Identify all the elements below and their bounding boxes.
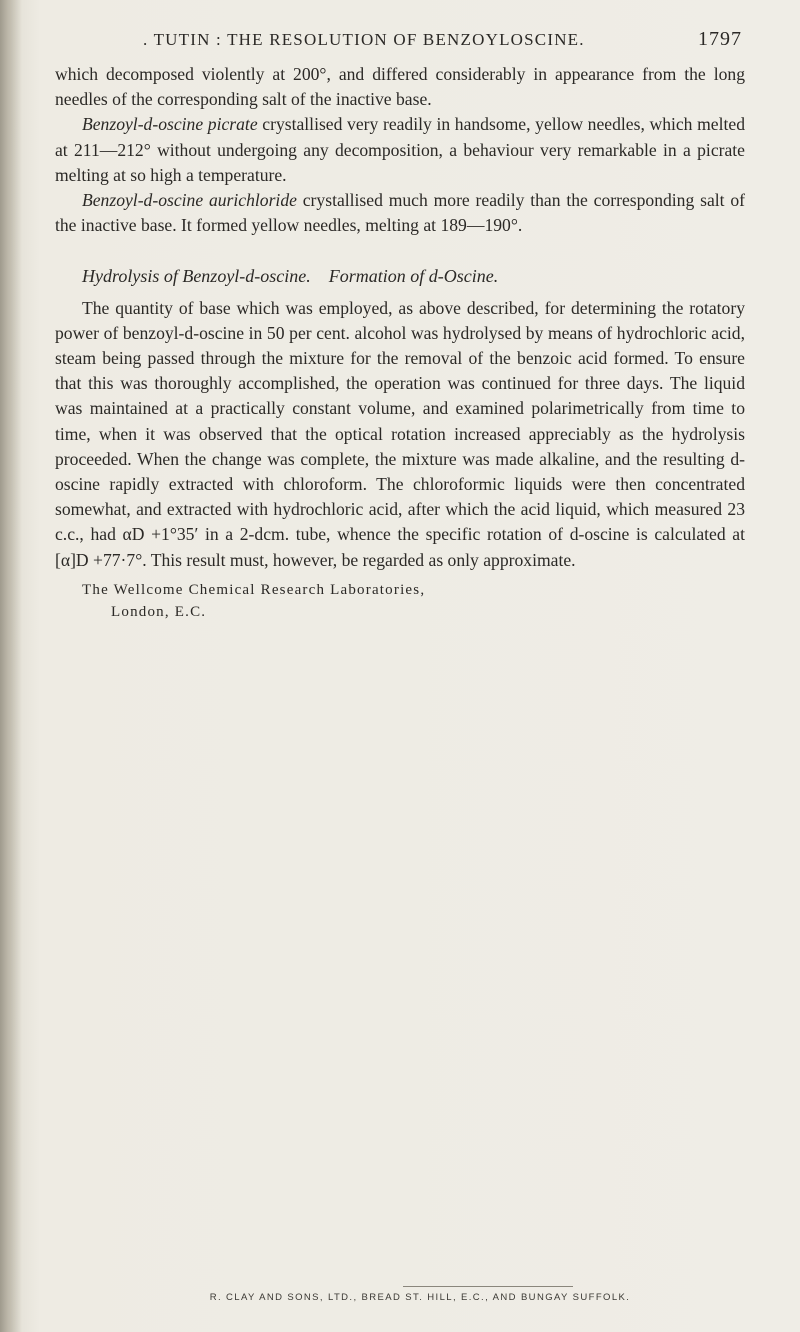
footer-rule — [403, 1286, 573, 1287]
section-heading-part1: Hydrolysis of Benzoyl-d-oscine. — [82, 266, 311, 287]
aurichloride-label: Benzoyl-d-oscine aurichloride — [82, 190, 297, 211]
paragraph-picrate — [55, 112, 745, 188]
section-heading — [55, 264, 745, 289]
affiliation-line-1: The Wellcome Chemical Research Laboratories, — [82, 581, 426, 598]
picrate-label: Benzoyl-d-oscine picrate — [82, 114, 258, 135]
running-head: . TUTIN : THE RESOLUTION OF BENZOYLOSCINE. — [143, 30, 585, 49]
page-header — [0, 30, 800, 54]
paragraph-aurichloride — [55, 188, 745, 238]
section-heading-part2: Formation of d-Oscine. — [328, 266, 499, 287]
aurichloride-text: crystallised much more readily than the corresponding salt of the inactive base. It formed yellow needles, melting at 189—190°. — [55, 190, 745, 236]
article-body — [55, 62, 745, 623]
page-gutter-shadow — [0, 0, 22, 1332]
affiliation-line-2: London, E.C. — [111, 603, 207, 620]
picrate-text: crystallised very readily in handsome, yellow needles, which melted at 211—212° without undergoing any decomposition, a behaviour very remarkable in a picrate melting at so high a temperature. — [55, 114, 745, 185]
paragraph-hydrolysis: The quantity of base which was employed, as above described, for determining the rotatory power of benzoyl-d-oscine in 50 per cent. alcohol was hydrolysed by means of hydrochloric acid, steam being passed through the mixture for the removal of the benzoic acid formed. To ensure that this was thoroughly accomplished, the operation was continued for three days. The liquid was maintained at a practically constant volume, and examined polarimetrically from time to time, when it was observed that the optical rotation increased appreciably as the hydrolysis proceeded. When the change was complete, the mixture was made alkaline, and the resulting d-oscine rapidly extracted with chloroform. The chloroformic liquids were then concentrated somewhat, and extracted with hydrochloric acid, after which the acid liquid, which measured 23 c.c., had αD +1°35′ in a 2-dcm. tube, whence the specific rotation of d-oscine is calculated at [α]D +77·7°. This result must, however, be regarded as only approximate. — [55, 297, 745, 570]
affiliation — [55, 579, 745, 623]
paragraph-1: which decomposed violently at 200°, and differed considerably in appearance from the long needles of the corresponding salt of the inactive base. — [55, 64, 745, 110]
printer-imprint: R. CLAY AND SONS, LTD., BREAD ST. HILL, E.C., AND BUNGAY SUFFOLK. — [209, 1292, 631, 1303]
page-number: 1797 — [698, 28, 742, 50]
